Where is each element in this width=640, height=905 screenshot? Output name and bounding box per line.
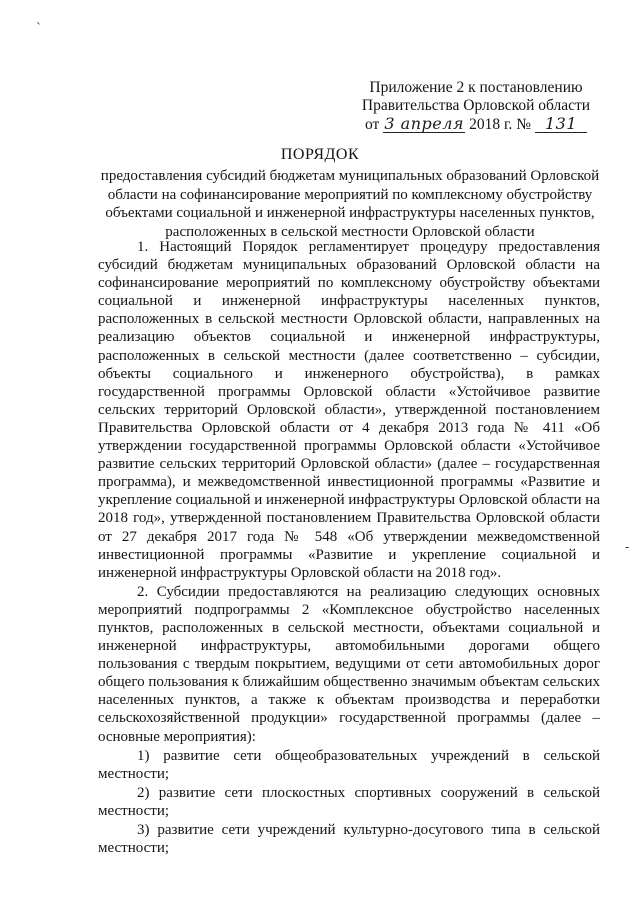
subtitle-line: области на софинансирование мероприятий по комплексному обустройству (107, 186, 593, 203)
appendix-line-2: Правительства Орловской области (361, 97, 591, 114)
handwritten-number: 131 (535, 115, 587, 133)
paragraph-2: 2. Субсидии предоставляются на реализацию следующих основных мероприятий подпрограммы 2 «Комплексное обустройство населенных пунктов, расположенных в сельской местности, объектами социальной и инженерной инфраструктуры, автомобильными дорогами общего пользования с твердым покрытием, ведущими от сети автомобильных дорог общего пользования к ближайшим общественно значимым объектам сельских населенных пунктов, а также к объектам производства и переработки сельскохозяйственной продукции» государственной программы (далее – основные мероприятия): (98, 583, 600, 745)
subtitle-line: предоставления субсидий бюджетам муниципальных образований Орловской (100, 168, 600, 184)
appendix-line-1: Приложение 2 к постановлению (369, 79, 583, 96)
document-body (98, 238, 600, 857)
scan-dash-mark: - (625, 540, 630, 554)
paragraph-1: 1. Настоящий Порядок регламентирует процедуру предоставления субсидий бюджетам муниципальных образований Орловской области на софинансирование мероприятий по комплексному обустройству объектами социальной и инженерной инфраструктуры населенных пунктов, расположенных в сельской местности Орловской области, направленных на реализацию объектов социальной и инженерной инфраструктуры, расположенных в сельской местности (далее соответственно – субсидии, объекты социального и инженерного обустройства), в рамках государственной программы Орловской области «Устойчивое развитие сельских территорий Орловской области», утвержденной постановлением Правительства Орловской области от 4 декабря 2013 года № 411 «Об утверждении государственной программы Орловской области «Устойчивое развитие сельских территорий Орловской области» (далее – государственная программа), и межведомственной инвестиционной программы «Развитие и укрепление социальной и инженерной инфраструктуры Орловской области на 2018 год», утвержденной постановлением Правительства Орловской области от 27 декабря 2017 года № 548 «Об утверждении межведомственной инвестиционной программы «Развитие и укрепление социальной и инженерной инфраструктуры Орловской области на 2018 год». (98, 239, 600, 581)
list-item-1: 1) развитие сети общеобразовательных учреждений в сельской местности; (98, 747, 600, 782)
document-title: ПОРЯДОК (280, 146, 360, 163)
subtitle-line: объектами социальной и инженерной инфраструктуры населенных пунктов, (105, 205, 595, 221)
appendix-date-line (356, 115, 596, 134)
year-text: 2018 г. № (469, 116, 532, 133)
appendix-header (356, 79, 596, 134)
handwritten-date: 3 апреля (384, 114, 464, 133)
scan-speck-mark: ` (36, 21, 42, 35)
date-prefix: от (365, 116, 380, 133)
document-subtitle (90, 167, 610, 241)
list-item-3: 3) развитие сети учреждений культурно-досугового типа в сельской местности; (98, 822, 600, 857)
list-item-2: 2) развитие сети плоскостных спортивных сооружений в сельской местности; (98, 784, 600, 819)
subtitle-line: расположенных в сельской местности Орловской области (165, 223, 535, 240)
